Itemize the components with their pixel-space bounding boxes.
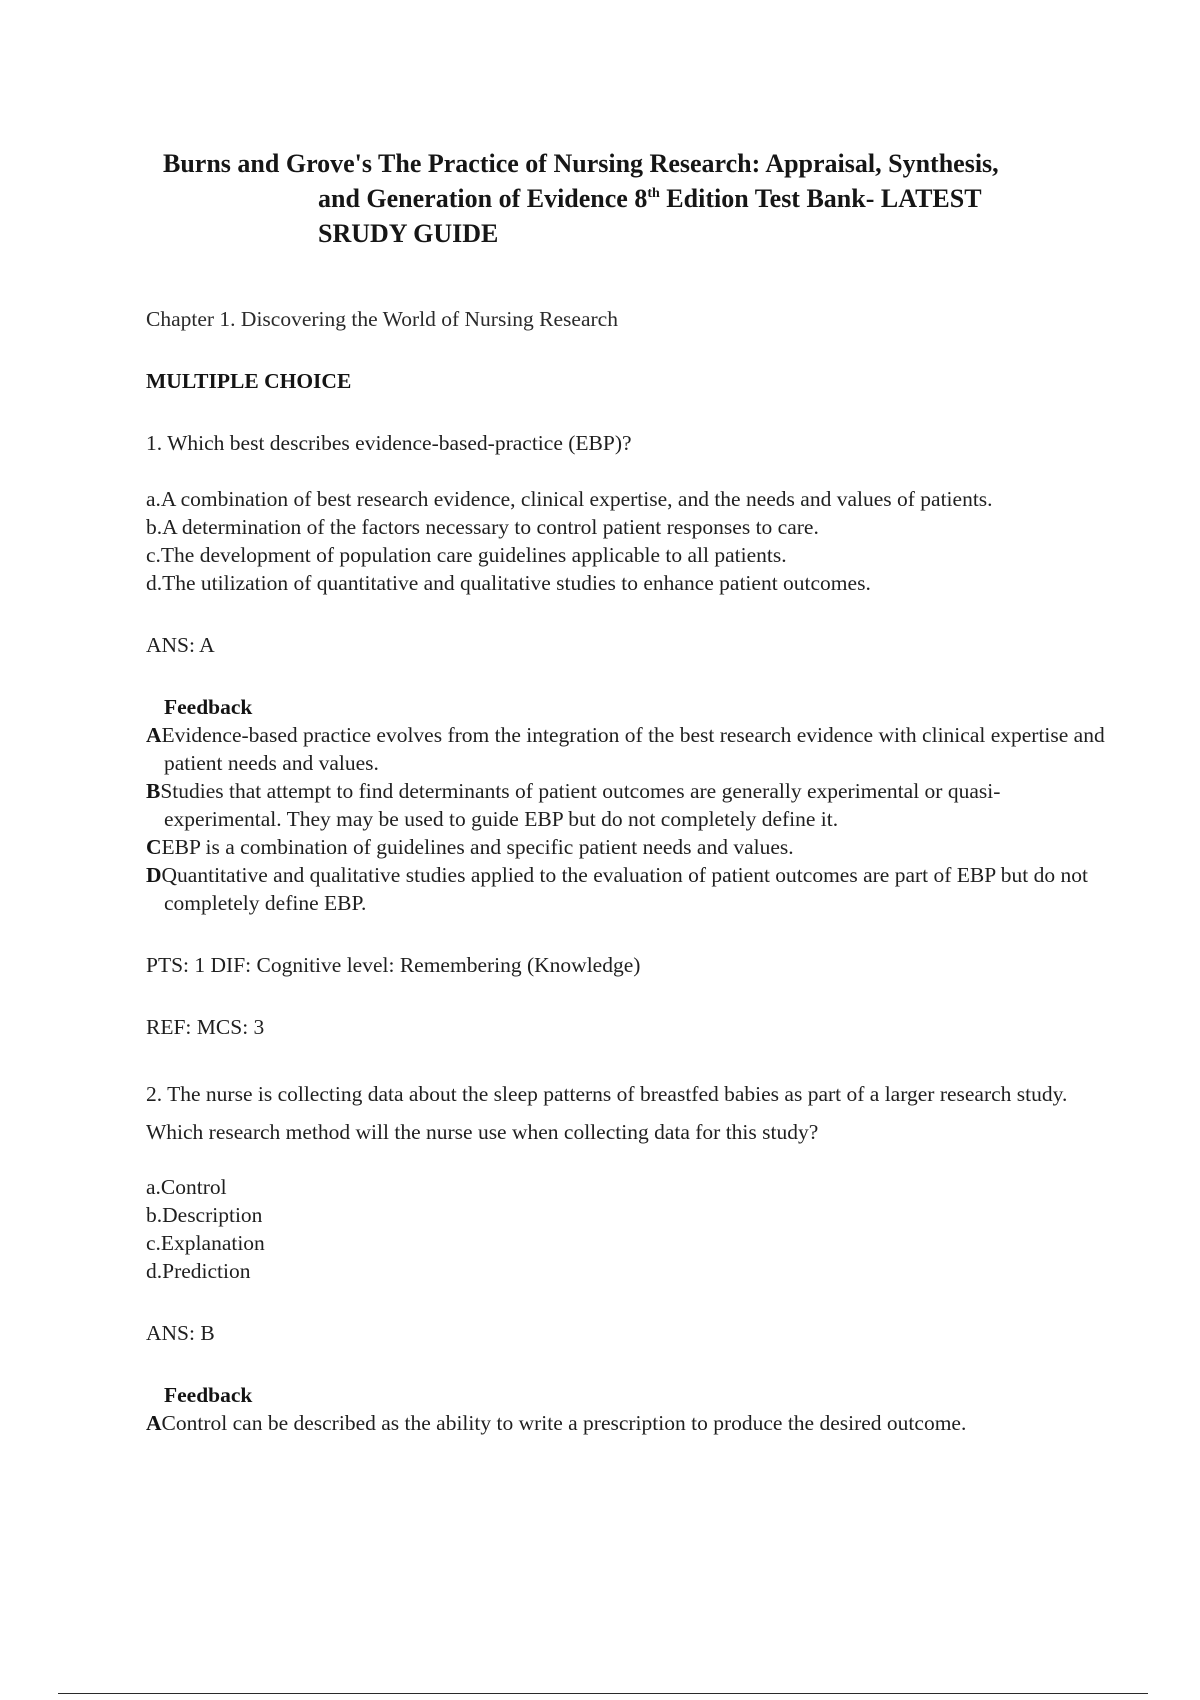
feedback-item (146, 777, 1106, 833)
document-body (146, 305, 1106, 1471)
answer-key: ANS: B (146, 1321, 215, 1345)
footer-divider (58, 1693, 1148, 1694)
section-heading: MULTIPLE CHOICE (146, 369, 352, 393)
chapter-heading: Chapter 1. Discovering the World of Nursing Research (146, 307, 618, 331)
feedback-letter: D (146, 863, 162, 887)
feedback-text: EBP is a combination of guidelines and specific patient needs and values. (161, 835, 794, 859)
title-line-2-main: and Generation of Evidence 8 (318, 184, 648, 213)
feedback-letter: A (146, 723, 162, 747)
reference: REF: MCS: 3 (146, 1015, 265, 1039)
feedback-item (146, 833, 1106, 861)
question-block (146, 429, 1106, 1041)
feedback-list (146, 721, 1106, 917)
feedback-letter: C (146, 835, 162, 859)
document-title (163, 146, 1093, 251)
title-line-2 (163, 181, 1093, 216)
feedback-letter: B (146, 779, 161, 803)
feedback-letter: A (146, 1411, 162, 1435)
feedback-list (146, 1409, 1106, 1437)
option-b: b.A determination of the factors necessary to control patient responses to care. (146, 515, 819, 539)
feedback-item (146, 721, 1106, 777)
answer-options (146, 1173, 1106, 1285)
feedback-text: Studies that attempt to find determinants of patient outcomes are generally experimental or quasi-experimental. They may be used to guide EBP but do not completely define it. (160, 779, 1001, 831)
title-edition-superscript: th (647, 186, 660, 201)
answer-key: ANS: A (146, 633, 215, 657)
feedback-heading: Feedback (164, 1383, 253, 1407)
title-line-1: Burns and Grove's The Practice of Nursing Research: Appraisal, Synthesis, (163, 149, 999, 178)
option-a: a.A combination of best research evidence, clinical expertise, and the needs and values of patients. (146, 487, 993, 511)
question-stem: 1. Which best describes evidence-based-practice (EBP)? (146, 431, 632, 455)
feedback-item (146, 861, 1106, 917)
title-line-2-rest: Edition Test Bank- LATEST (659, 184, 982, 213)
feedback-text: Evidence-based practice evolves from the integration of the best research evidence with clinical expertise and patient needs and values. (161, 723, 1105, 775)
feedback-text: Quantitative and qualitative studies applied to the evaluation of patient outcomes are part of EBP but do not completely define EBP. (161, 863, 1088, 915)
option-a: a.Control (146, 1175, 227, 1199)
answer-options (146, 485, 1106, 597)
option-d: d.The utilization of quantitative and qualitative studies to enhance patient outcomes. (146, 571, 871, 595)
question-block (146, 1075, 1106, 1437)
feedback-text: Control can be described as the ability to write a prescription to produce the desired outcome. (161, 1411, 967, 1435)
points-difficulty: PTS: 1 DIF: Cognitive level: Remembering (Knowledge) (146, 953, 641, 977)
option-c: c.Explanation (146, 1231, 265, 1255)
option-c: c.The development of population care guidelines applicable to all patients. (146, 543, 787, 567)
feedback-heading: Feedback (164, 695, 253, 719)
feedback-item (146, 1409, 1106, 1437)
option-d: d.Prediction (146, 1259, 251, 1283)
question-stem: 2. The nurse is collecting data about the sleep patterns of breastfed babies as part of a larger research study. Which research method will the nurse use when collecting data for this study? (146, 1082, 1068, 1144)
title-line-3: SRUDY GUIDE (318, 219, 499, 248)
option-b: b.Description (146, 1203, 263, 1227)
